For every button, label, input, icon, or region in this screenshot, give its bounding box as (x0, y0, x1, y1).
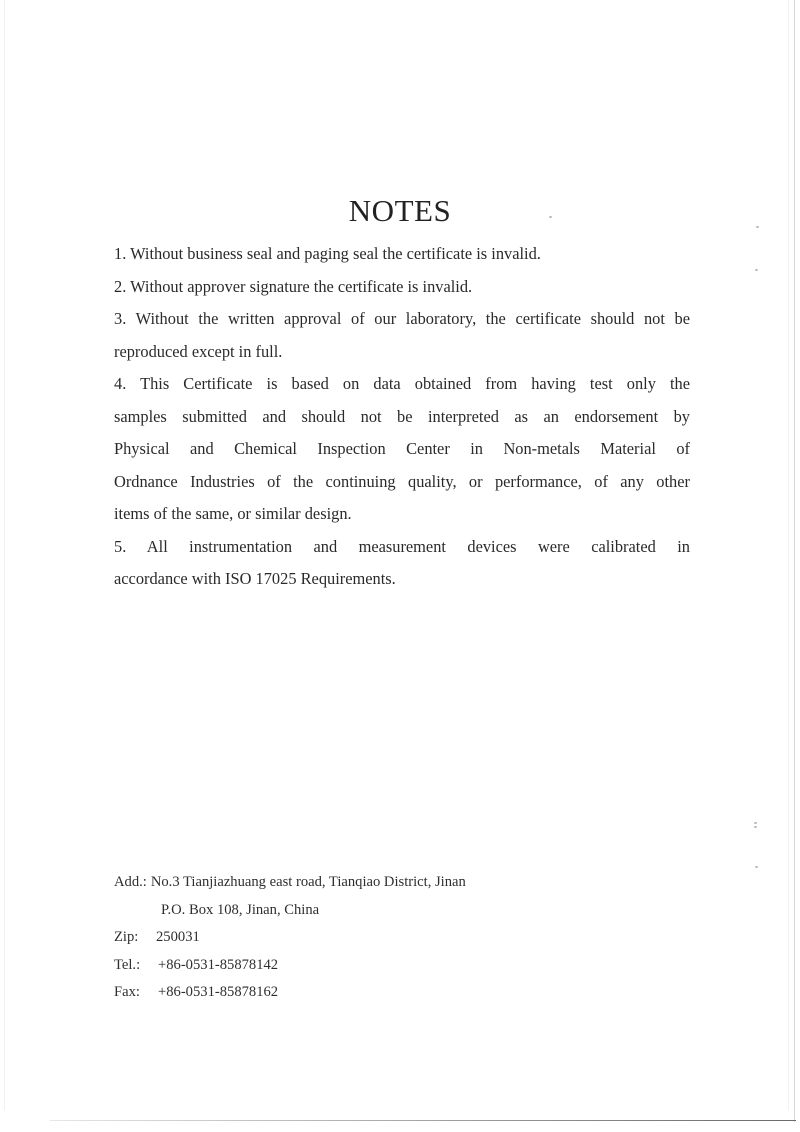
address-label: Add.: (114, 874, 147, 890)
tel-label: Tel.: (114, 956, 141, 973)
note-line: Ordnance Industries of the continuing quality, or performance, of any other (114, 471, 690, 491)
address-row (114, 869, 466, 897)
zip-row (114, 924, 466, 952)
note-line: 4. This Certificate is based on data obtained from having test only the (114, 374, 690, 393)
note-item-5 (114, 531, 690, 596)
page-title: NOTES (348, 193, 452, 228)
note-line: samples submitted and should not be interpreted as an endorsement by (114, 406, 690, 426)
note-line: 2. Without approver signature the certificate is invalid. (114, 276, 473, 296)
address-line-2: P.O. Box 108, Jinan, China (161, 901, 320, 918)
scan-edge-bottom (50, 1120, 796, 1121)
scan-speck (754, 822, 757, 824)
note-item-4 (114, 368, 690, 531)
note-line: 3. Without the written approval of our laboratory, the certificate should not be (114, 309, 690, 328)
address-line-1: No.3 Tianjiazhuang east road, Tianqiao District, Jinan (150, 874, 466, 890)
fax-value: +86-0531-85878162 (158, 984, 279, 1000)
scan-speck (755, 269, 758, 271)
notes-list (114, 238, 690, 596)
zip-label: Zip: (114, 929, 139, 945)
fax-label: Fax: (114, 984, 140, 1000)
scan-edge-left (4, 0, 5, 1110)
fax-row (114, 979, 466, 1007)
note-line: accordance with ISO 17025 Requirements. (114, 569, 396, 588)
note-item-2 (114, 271, 690, 304)
zip-value: 250031 (156, 929, 200, 945)
address-row-2 (114, 897, 466, 925)
note-line: reproduced except in full. (114, 341, 283, 361)
scan-speck (754, 826, 757, 828)
note-item-1 (114, 238, 690, 271)
scan-edge-right (794, 0, 795, 1122)
note-item-3 (114, 303, 690, 368)
contact-block (114, 869, 466, 1007)
scan-speck (755, 866, 758, 868)
note-line: 5. All instrumentation and measurement devices were calibrated in (114, 536, 690, 556)
tel-value: +86-0531-85878142 (158, 956, 279, 973)
note-line: items of the same, or similar design. (114, 504, 352, 523)
scan-edge-right-inner (788, 0, 789, 1110)
note-line: 1. Without business seal and paging seal the certificate is invalid. (114, 244, 541, 263)
note-line: Physical and Chemical Inspection Center in Non-metals Material of (114, 439, 690, 458)
tel-row (114, 952, 466, 980)
